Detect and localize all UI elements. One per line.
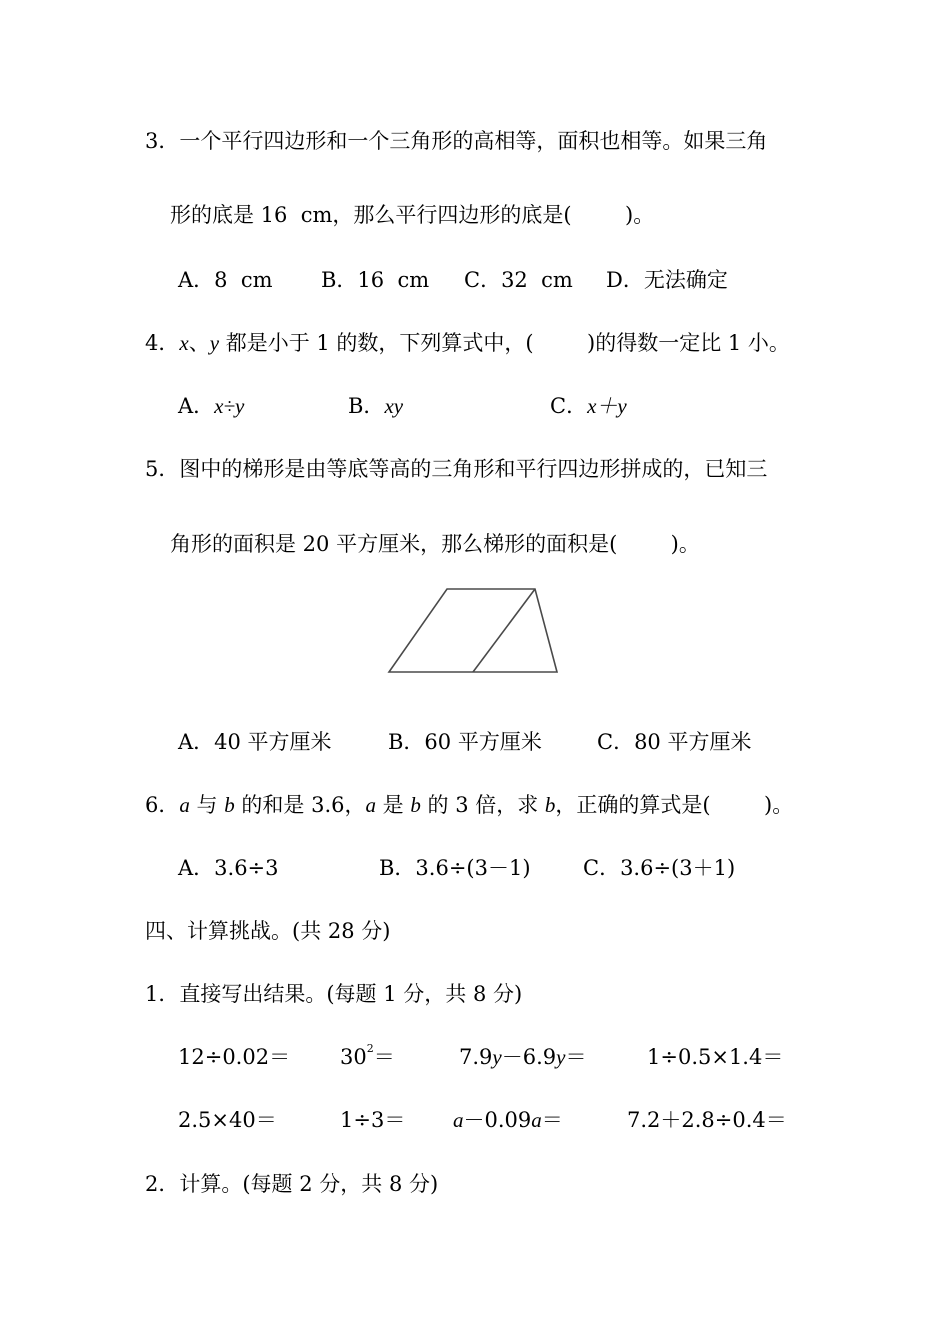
calc-r2-c3: a－0.09a＝ — [453, 1108, 563, 1132]
calc-r1-c1: 12÷0.02＝ — [178, 1045, 291, 1069]
q6-option-a: A．3.6÷3 — [178, 856, 279, 880]
q5-line2: 角形的面积是 20 平方厘米，那么梯形的面积是( )。 — [170, 532, 700, 556]
q4-option-b: B．xy — [348, 394, 404, 418]
section4-sub1: 1．直接写出结果。(每题 1 分，共 8 分) — [145, 982, 523, 1006]
calc-r2-c1: 2.5×40＝ — [178, 1108, 277, 1132]
q3-option-a: A．8 cm — [178, 268, 273, 292]
calc-r1-c2: $30^2=$ — [340, 1042, 395, 1069]
q3-line1: 3．一个平行四边形和一个三角形的高相等，面积也相等。如果三角 — [145, 129, 768, 153]
q5-line1: 5．图中的梯形是由等底等高的三角形和平行四边形拼成的，已知三 — [145, 457, 768, 481]
q3-option-b: B．16 cm — [321, 268, 430, 292]
q5-option-a: A．40 平方厘米 — [178, 730, 332, 754]
section4-title: 四、计算挑战。(共 28 分) — [145, 919, 391, 943]
q4-option-a: A．x÷y — [178, 394, 245, 418]
q6-option-c: C．3.6÷(3＋1) — [583, 856, 736, 880]
q4-option-c: C．x＋y — [550, 394, 627, 418]
q5-option-b: B．60 平方厘米 — [388, 730, 542, 754]
section4-sub2: 2．计算。(每题 2 分，共 8 分) — [145, 1172, 439, 1196]
q3-line2: 形的底是 16 cm，那么平行四边形的底是( )。 — [170, 203, 655, 227]
q3-option-d: D．无法确定 — [606, 268, 728, 292]
q6-option-b: B．3.6÷(3－1) — [379, 856, 531, 880]
trapezoid-outline — [389, 589, 557, 672]
calc-r1-c3: 7.9y－6.9y＝ — [459, 1045, 587, 1069]
q6-line: 6．a 与 b 的和是 3.6，a 是 b 的 3 倍，求 b，正确的算式是( )。 — [145, 793, 794, 817]
calc-r2-c2: 1÷3＝ — [340, 1108, 406, 1132]
trapezoid-figure — [385, 585, 563, 677]
calc-r1-c4: 1÷0.5×1.4＝ — [647, 1045, 784, 1069]
trapezoid-divider — [473, 589, 535, 672]
q3-option-c: C．32 cm — [464, 268, 573, 292]
q4-line: 4．x、y 都是小于 1 的数，下列算式中，( )的得数一定比 1 小。 — [145, 331, 790, 355]
calc-r2-c4: 7.2＋2.8÷0.4＝ — [627, 1108, 787, 1132]
q5-option-c: C．80 平方厘米 — [597, 730, 752, 754]
